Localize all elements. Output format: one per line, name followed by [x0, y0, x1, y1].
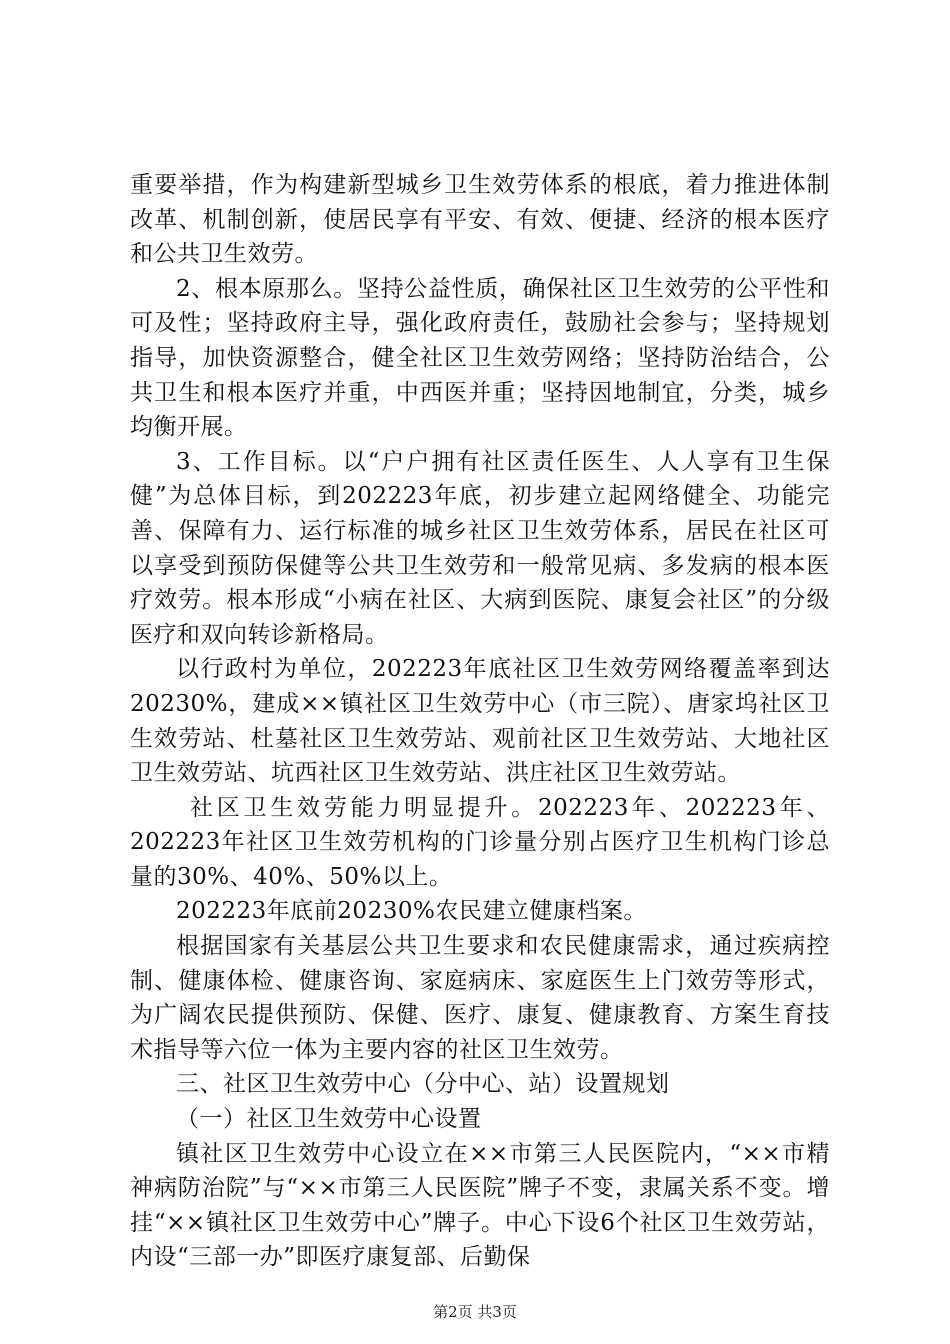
paragraph-continuation: 重要举措，作为构建新型城乡卫生效劳体系的根底，着力推进体制改革、机制创新，使居民享有平安、有效、便捷、经济的根本医疗和公共卫生效劳。 — [130, 172, 830, 268]
paragraph-center-setup: 镇社区卫生效劳中心设立在××市第三人民医院内，“××市精神病防治院”与“××市第三人民医院”牌子不变，隶属关系不变。增挂“××镇社区卫生效劳中心”牌子。中心下设6个社区卫生效劳站，内设“三部一办”即医疗康复部、后勤保 — [130, 1140, 830, 1271]
paragraph-network-coverage: 以行政村为单位，202223年底社区卫生效劳网络覆盖率到达20230%，建成××镇社区卫生效劳中心（市三院）、唐家坞社区卫生效劳站、杜墓社区卫生效劳站、观前社区卫生效劳站、大地社区卫生效劳站、坑西社区卫生效劳站、洪庄社区卫生效劳站。 — [130, 656, 830, 787]
paragraph-service-capacity: 社区卫生效劳能力明显提升。202223年、202223年、202223年社区卫生效劳机构的门诊量分别占医疗卫生机构门诊总量的30%、40%、50%以上。 — [130, 794, 830, 890]
paragraph-health-records: 202223年底前20230%农民建立健康档案。 — [176, 898, 647, 925]
section-heading-planning: 三、社区卫生效劳中心（分中心、站）设置规划 — [176, 1071, 670, 1098]
document-body — [130, 168, 830, 1275]
paragraph-work-goals: 3、工作目标。以“户户拥有社区责任医生、人人享有卫生保健”为总体目标，到202223年底，初步建立起网络健全、功能完善、保障有力、运行标准的城乡社区卫生效劳体系，居民在社区可以享受到预防保健等公共卫生效劳和一般常见病、多发病的根本医疗效劳。根本形成“小病在社区、大病到医院、康复会社区”的分级医疗和双向转诊新格局。 — [130, 448, 830, 648]
paragraph-service-content: 根据国家有关基层公共卫生要求和农民健康需求，通过疾病控制、健康体检、健康咨询、家庭病床、家庭医生上门效劳等形式，为广阔农民提供预防、保健、医疗、康复、健康教育、方案生育技术指导等六位一体为主要内容的社区卫生效劳。 — [130, 933, 830, 1063]
page-number: 第2页 共3页 — [433, 1303, 517, 1321]
paragraph-basic-principles: 2、根本原那么。坚持公益性质，确保社区卫生效劳的公平性和可及性；坚持政府主导，强化政府责任，鼓励社会参与；坚持规划指导，加快资源整合，健全社区卫生效劳网络；坚持防治结合，公共卫生和根本医疗并重，中西医并重；坚持因地制宜，分类，城乡均衡开展。 — [130, 275, 830, 441]
subsection-heading-center: （一）社区卫生效劳中心设置 — [176, 1106, 482, 1133]
